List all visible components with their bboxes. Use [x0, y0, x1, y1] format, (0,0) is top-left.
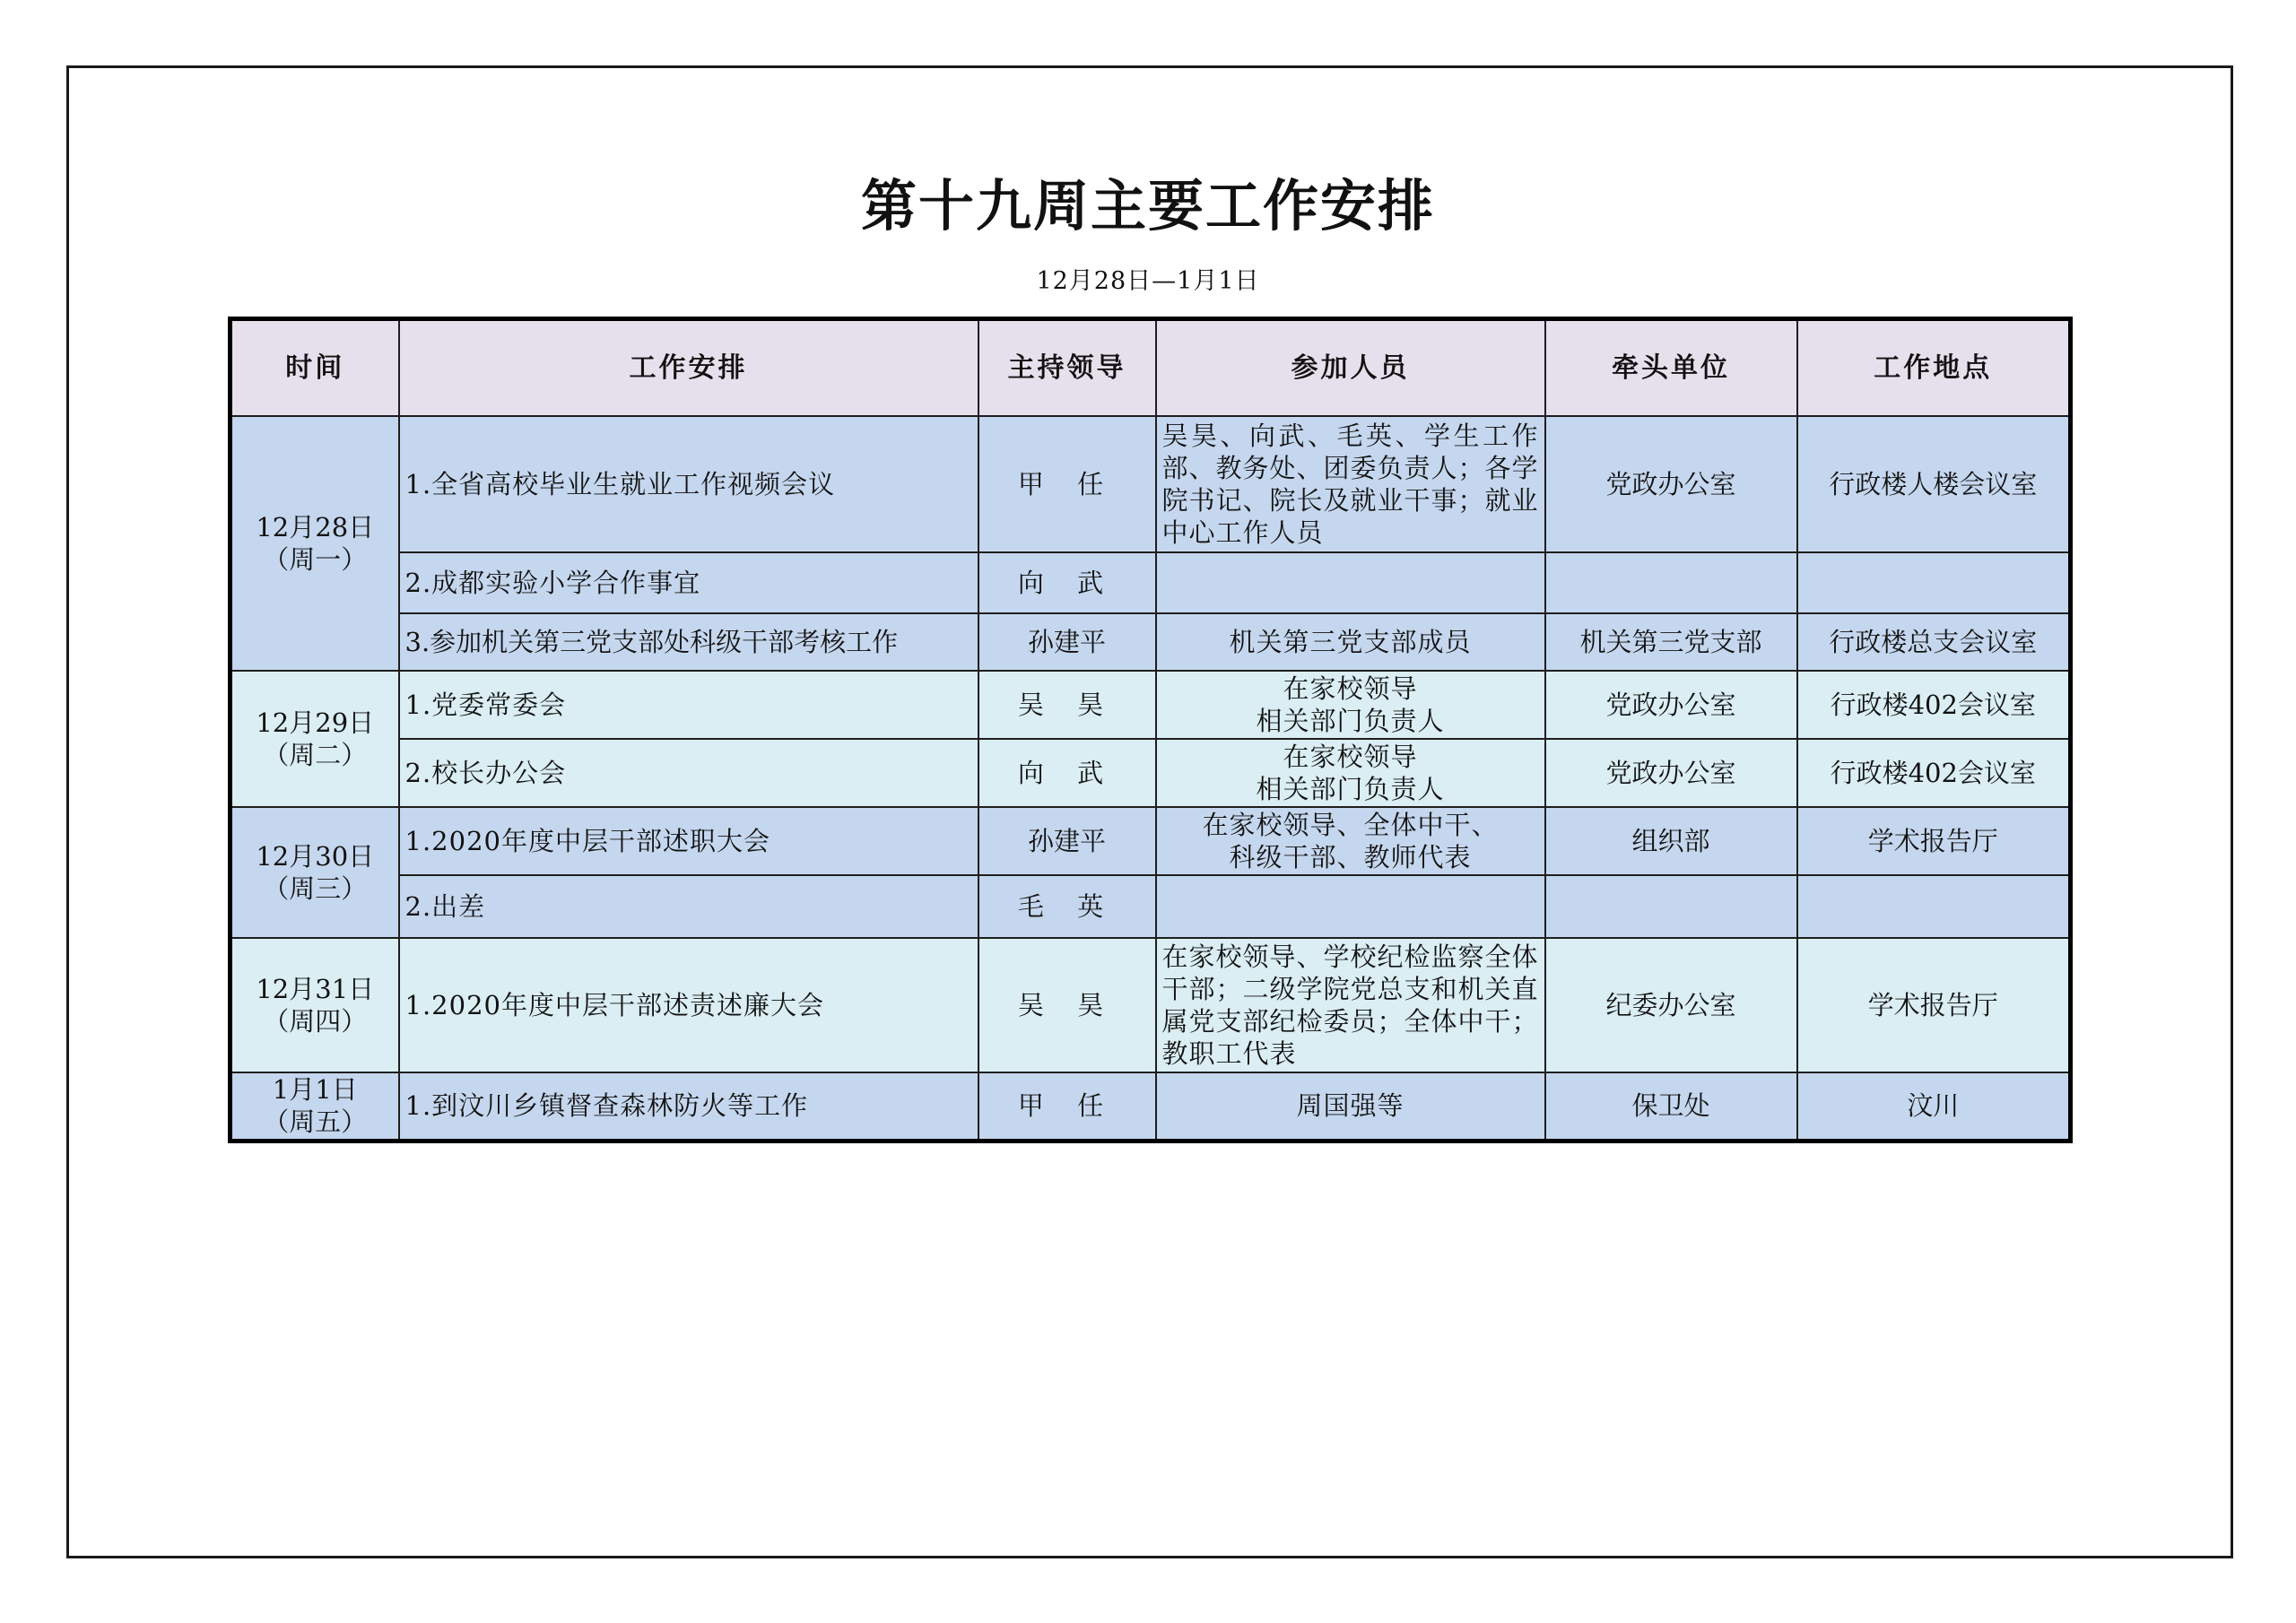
table-header-row	[230, 319, 2071, 417]
people-cell: 吴昊、向武、毛英、学生工作部、教务处、团委负责人；各学院书记、院长及就业干事；就业中心工作人员	[1156, 416, 1545, 552]
day-cell	[230, 938, 399, 1072]
day-date: 12月28日	[256, 512, 375, 542]
work-cell: 1.党委常委会	[399, 671, 978, 739]
work-cell: 2.成都实验小学合作事宜	[399, 552, 978, 613]
people-line: 相关部门负责人	[1256, 706, 1445, 736]
day-weekday: （周二）	[263, 740, 368, 770]
header-time: 时间	[230, 319, 399, 417]
people-line: 科级干部、教师代表	[1229, 842, 1472, 872]
place-cell: 行政楼402会议室	[1797, 671, 2071, 739]
work-cell: 1.2020年度中层干部述责述廉大会	[399, 938, 978, 1072]
day-cell	[230, 1072, 399, 1141]
work-cell: 2.校长办公会	[399, 739, 978, 807]
table-row	[230, 807, 2071, 875]
unit-cell: 机关第三党支部	[1545, 613, 1797, 671]
work-cell: 1.2020年度中层干部述职大会	[399, 807, 978, 875]
leader-cell: 甲 任	[978, 416, 1156, 552]
table-row	[230, 671, 2071, 739]
unit-cell: 组织部	[1545, 807, 1797, 875]
place-cell: 行政楼总支会议室	[1797, 613, 2071, 671]
table-row	[230, 739, 2071, 807]
unit-cell: 党政办公室	[1545, 416, 1797, 552]
work-cell: 1.全省高校毕业生就业工作视频会议	[399, 416, 978, 552]
day-date: 12月29日	[256, 707, 375, 738]
day-cell	[230, 416, 399, 671]
people-cell: 在家校领导、学校纪检监察全体干部；二级学院党总支和机关直属党支部纪检委员；全体中干；教职工代表	[1156, 938, 1545, 1072]
day-weekday: （周四）	[263, 1006, 368, 1037]
schedule-table	[228, 317, 2073, 1143]
leader-cell: 孙建平	[978, 613, 1156, 671]
header-place: 工作地点	[1797, 319, 2071, 417]
header-people: 参加人员	[1156, 319, 1545, 417]
people-line: 相关部门负责人	[1256, 774, 1445, 804]
people-line: 在家校领导	[1283, 673, 1418, 704]
day-date: 1月1日	[272, 1074, 358, 1106]
place-cell	[1797, 552, 2071, 613]
unit-cell	[1545, 875, 1797, 938]
table-row	[230, 1072, 2071, 1141]
people-line: 在家校领导、全体中干、	[1202, 810, 1499, 840]
table-row	[230, 552, 2071, 613]
place-cell: 学术报告厅	[1797, 807, 2071, 875]
unit-cell: 保卫处	[1545, 1072, 1797, 1141]
day-cell	[230, 671, 399, 807]
unit-cell	[1545, 552, 1797, 613]
day-date: 12月31日	[256, 974, 375, 1004]
table-row	[230, 416, 2071, 552]
unit-cell: 党政办公室	[1545, 671, 1797, 739]
leader-cell: 向 武	[978, 739, 1156, 807]
work-cell: 3.参加机关第三党支部处科级干部考核工作	[399, 613, 978, 671]
unit-cell: 纪委办公室	[1545, 938, 1797, 1072]
header-work: 工作安排	[399, 319, 978, 417]
leader-cell: 毛 英	[978, 875, 1156, 938]
place-cell: 行政楼人楼会议室	[1797, 416, 2071, 552]
unit-cell: 党政办公室	[1545, 739, 1797, 807]
leader-cell: 孙建平	[978, 807, 1156, 875]
people-line: 在家校领导	[1283, 742, 1418, 772]
people-cell	[1156, 552, 1545, 613]
header-leader: 主持领导	[978, 319, 1156, 417]
people-cell	[1156, 807, 1545, 875]
day-weekday: （周五）	[263, 1107, 368, 1138]
people-cell	[1156, 875, 1545, 938]
place-cell: 学术报告厅	[1797, 938, 2071, 1072]
leader-cell: 吴 昊	[978, 671, 1156, 739]
day-date: 12月30日	[256, 841, 375, 872]
day-cell	[230, 807, 399, 938]
people-cell	[1156, 671, 1545, 739]
leader-cell: 甲 任	[978, 1072, 1156, 1141]
people-cell	[1156, 739, 1545, 807]
table-row	[230, 613, 2071, 671]
work-cell: 1.到汶川乡镇督查森林防火等工作	[399, 1072, 978, 1141]
people-cell: 周国强等	[1156, 1072, 1545, 1141]
day-weekday: （周一）	[263, 544, 368, 575]
day-weekday: （周三）	[263, 873, 368, 904]
table-row	[230, 938, 2071, 1072]
place-cell: 汶川	[1797, 1072, 2071, 1141]
leader-cell: 向 武	[978, 552, 1156, 613]
people-cell: 机关第三党支部成员	[1156, 613, 1545, 671]
date-range-subtitle: 12月28日—1月1日	[1036, 267, 1260, 295]
work-cell: 2.出差	[399, 875, 978, 938]
table-row	[230, 875, 2071, 938]
header-unit: 牵头单位	[1545, 319, 1797, 417]
place-cell: 行政楼402会议室	[1797, 739, 2071, 807]
place-cell	[1797, 875, 2071, 938]
page-title: 第十九周主要工作安排	[860, 173, 1435, 239]
leader-cell: 吴 昊	[978, 938, 1156, 1072]
